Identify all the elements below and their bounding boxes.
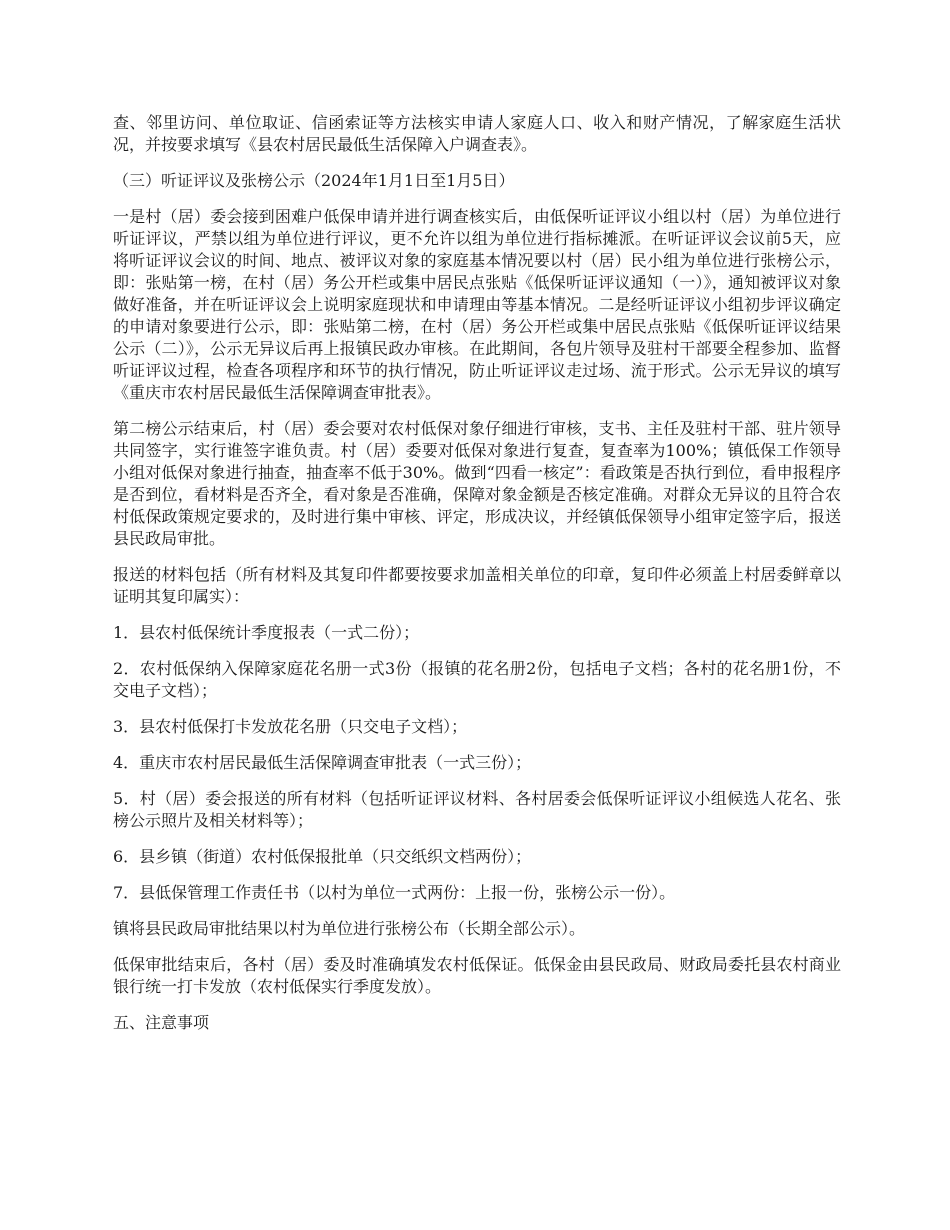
list-item-7: 7．县低保管理工作责任书（以村为单位一式两份：上报一份，张榜公示一份）。 (113, 883, 676, 902)
paragraph-hearing-process: 一是村（居）委会接到困难户低保申请并进行调查核实后，由低保听证评议小组以村（居）为单位进行听证评议，严禁以组为单位进行评议，更不允许以组为单位进行指标摊派。在听证评议会议前5天，应将听证评议会议的时间、地点、被评议对象的家庭基本情况要以村（居）民小组为单位进行张榜公示，即：张贴第一榜，在村（居）务公开栏或集中居民点张贴《低保听证评议通知（一）》，通知被评议对象做好准备，并在听证评议会上说明家庭现状和申请理由等基本情况。二是经听证评议小组初步评议确定的申请对象要进行公示，即：张贴第二榜，在村（居）务公开栏或集中居民点张贴《低保听证评议结果公示（二）》，公示无异议后再上报镇民政办审核。在此期间，各包片领导及驻村干部要全程参加、监督听证评议过程，检查各项程序和环节的执行情况，防止听证评议走过场、流于形式。公示无异议的填写《重庆市农村居民最低生活保障调查审批表》。 (113, 207, 841, 402)
list-item-4: 4．重庆市农村居民最低生活保障调查审批表（一式三份）； (113, 753, 532, 772)
paragraph-review: 第二榜公示结束后，村（居）委会要对农村低保对象仔细进行审核，支书、主任及驻村干部、驻片领导共同签字，实行谁签字谁负责。村（居）委要对低保对象进行复查，复查率为100%；镇低保工作领导小组对低保对象进行抽查，抽查率不低于30%。做到“四看一核定”：看政策是否执行到位，看申报程序是否到位，看材料是否齐全，看对象是否准确，保障对象金额是否核定准确。对群众无异议的且符合农村低保政策规定要求的，及时进行集中审核、评定，形成决议，并经镇低保领导小组审定签字后，报送县民政局审批。 (113, 419, 841, 548)
section-heading-notes: 五、注意事项 (113, 1013, 210, 1032)
list-item-5: 5．村（居）委会报送的所有材料（包括听证评议材料、各村居委会低保听证评议小组候选人花名、张榜公示照片及相关材料等）； (113, 789, 841, 830)
document-page (113, 112, 841, 1048)
paragraph-continuation: 查、邻里访问、单位取证、信函索证等方法核实申请人家庭人口、收入和财产情况，了解家庭生活状况，并按要求填写《县农村居民最低生活保障入户调查表》。 (113, 113, 841, 154)
list-item-6: 6．县乡镇（街道）农村低保报批单（只交纸织文档两份）； (113, 847, 532, 866)
paragraph-materials-intro: 报送的材料包括（所有材料及其复印件都要按要求加盖相关单位的印章，复印件必须盖上村居委鲜章以证明其复印属实）： (113, 565, 841, 606)
list-item-3: 3．县农村低保打卡发放花名册（只交电子文档）； (113, 717, 468, 736)
paragraph-issuance: 低保审批结束后，各村（居）委及时准确填发农村低保证。低保金由县民政局、财政局委托县农村商业银行统一打卡发放（农村低保实行季度发放）。 (113, 955, 841, 996)
list-item-2: 2．农村低保纳入保障家庭花名册一式3份（报镇的花名册2份，包括电子文档；各村的花名册1份，不交电子文档）； (113, 659, 841, 700)
section-heading-hearing: （三）听证评议及张榜公示（2024年1月1日至1月5日） (113, 171, 515, 190)
list-item-1: 1．县农村低保统计季度报表（一式二份）； (113, 623, 420, 642)
paragraph-publication: 镇将县民政局审批结果以村为单位进行张榜公布（长期全部公示）。 (113, 919, 586, 938)
